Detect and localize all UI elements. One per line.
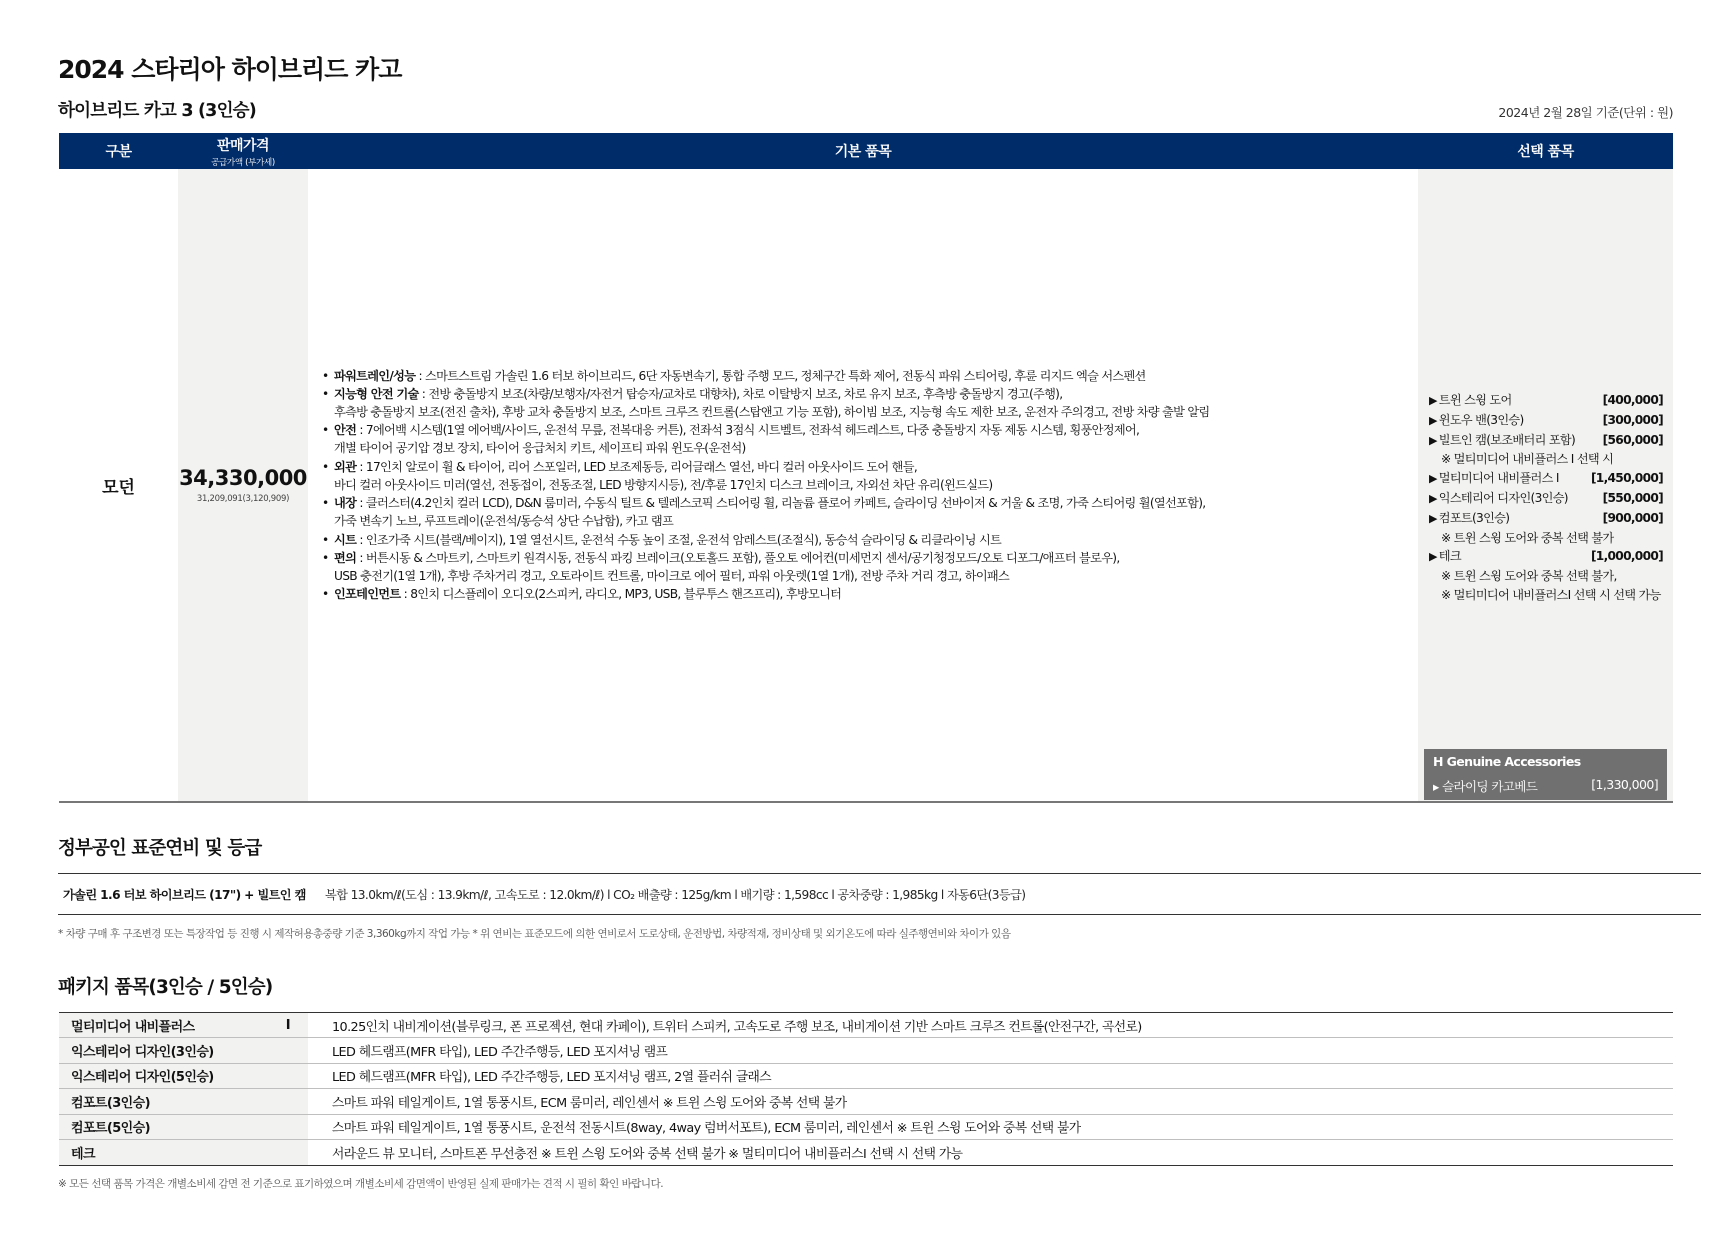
basic-item-category: 지능형 안전 기술 xyxy=(334,386,419,401)
table-row xyxy=(59,1013,1673,1038)
option-name: 컴포트(3인승) xyxy=(1438,510,1510,525)
package-name-text: 익스테리어 디자인(3인승) xyxy=(71,1045,214,1061)
option-item xyxy=(1429,489,1663,509)
header-options: 선택 품목 xyxy=(1517,144,1574,160)
triangle-right-icon: ▶ xyxy=(1429,394,1437,407)
basic-item-category: 파워트레인/성능 xyxy=(334,368,416,383)
option-name: 윈도우 밴(3인승) xyxy=(1438,412,1524,427)
package-desc: LED 헤드램프(MFR 타입), LED 주간주행등, LED 포지셔닝 램프, 2열 플러쉬 글래스 xyxy=(332,1070,771,1086)
package-desc: 10.25인치 내비게이션(블루링크, 폰 프로젝션, 현대 카페이), 트위터 스피커, 고속도로 주행 보조, 내비게이션 기반 스마트 크루즈 컨트롤(안전구간, 곡선로) xyxy=(332,1019,1142,1035)
table-row xyxy=(59,1038,1673,1063)
options-cell xyxy=(1418,169,1673,801)
package-name-text: 컴포트(5인승) xyxy=(71,1121,150,1137)
option-item xyxy=(1429,469,1663,489)
package-desc: 스마트 파워 테일게이트, 1열 통풍시트, 운전석 전동시트(8way, 4way 럼버서포트), ECM 룸미러, 레인센서 ※ 트윈 스윙 도어와 중복 선택 불가 xyxy=(332,1121,1081,1137)
option-name: 트윈 스윙 도어 xyxy=(1438,393,1512,407)
list-item xyxy=(322,549,1210,585)
triangle-right-icon: ▶ xyxy=(1429,472,1437,486)
package-name-text: 익스테리어 디자인(5인승) xyxy=(71,1070,214,1086)
table-row xyxy=(59,1140,1673,1165)
date-unit-note: 2024년 2월 28일 기준(단위 : 원) xyxy=(1498,105,1673,120)
basic-item-line: • 지능형 안전 기술 : 전방 충돌방지 보조(차량/보행자/자전거 탑승자/교차로 대향차), 차로 이탈방지 보조, 차로 유지 보조, 후측방 충돌방지 경고(주행), xyxy=(334,386,1063,401)
fuel-detail: 복합 13.0km/ℓ(도심 : 13.9km/ℓ, 고속도로 : 12.0km/ℓ) l CO₂ 배출량 : 125g/km l 배기량 : 1,598cc l 공차중량 : 1,985kg l 자동6단(3등급) xyxy=(325,887,1026,902)
option-item xyxy=(1429,411,1663,431)
basic-item-category: 안전 xyxy=(334,423,357,438)
price-table xyxy=(59,133,1673,803)
option-name: 멀티미디어 내비플러스 I xyxy=(1438,471,1559,486)
package-name-suffix: I xyxy=(285,1017,290,1033)
package-name xyxy=(59,1089,308,1113)
trim-name: 모던 xyxy=(102,477,135,498)
list-item xyxy=(322,494,1210,530)
list-item xyxy=(322,367,1210,385)
fuel-section-title: 정부공인 표준연비 및 등급 xyxy=(58,838,262,859)
basic-item-line: • 편의 : 버튼시동 & 스마트키, 스마트키 원격시동, 전동식 파킹 브레이크(오토홀드 포함), 풀오토 에어컨(미세먼지 센서/공기청정모드/오토 디포그/애프터 블로우), xyxy=(334,550,1120,565)
option-price: [300,000] xyxy=(1602,412,1663,427)
basic-item-category: 외관 xyxy=(334,459,357,474)
option-name: 빌트인 캠(보조배터리 포함) xyxy=(1438,432,1576,447)
header-trim: 구분 xyxy=(105,144,132,160)
basic-item-line: • 파워트레인/성능 : 스마트스트림 가솔린 1.6 터보 하이브리드, 6단 자동변속기, 통합 주행 모드, 정체구간 특화 제어, 전동식 파워 스티어링, 후륜 리지드 엑슬 서스펜션 xyxy=(334,368,1146,383)
basic-item-line: 개별 타이어 공기압 경보 장치, 타이어 응급처치 키트, 세이프티 파워 윈도우(운전석) xyxy=(334,441,746,456)
basic-item-line: 바디 컬러 아웃사이드 미러(열선, 전동접이, 전동조절, LED 방향지시등), 전/후륜 17인치 디스크 브레이크, 자외선 차단 유리(윈드실드) xyxy=(334,477,993,492)
option-price: [1,450,000] xyxy=(1590,471,1663,486)
fuel-model: 가솔린 1.6 터보 하이브리드 (17") + 빌트인 캠 xyxy=(63,887,306,902)
package-table xyxy=(59,1012,1673,1166)
list-item xyxy=(322,421,1210,457)
basic-item-line: • 내장 : 클러스터(4.2인치 컬러 LCD), D&N 룸미러, 수동식 틸트 & 텔레스코픽 스티어링 휠, 리놀륨 플로어 카페트, 슬라이딩 선바이저 & 거울 & 조명, 가죽 스티어링 휠(열선포함), xyxy=(334,496,1206,511)
option-note: ※ 멀티미디어 내비플러스 I 선택 시 xyxy=(1441,452,1614,467)
basic-item-line: • 외관 : 17인치 알로이 휠 & 타이어, 리어 스포일러, LED 보조제동등, 리어글래스 열선, 바디 컬러 아웃사이드 도어 핸들, xyxy=(334,459,918,474)
package-name xyxy=(59,1115,308,1139)
table-row xyxy=(59,1115,1673,1140)
basic-item-line: • 시트 : 인조가죽 시트(블랙/베이지), 1열 열선시트, 운전석 수동 높이 조절, 운전석 암레스트(조절식), 동승석 슬라이딩 & 리클라이닝 시트 xyxy=(334,532,1002,547)
basic-items-list xyxy=(322,367,1210,604)
table-row xyxy=(59,1064,1673,1089)
package-desc: 서라운드 뷰 모니터, 스마트폰 무선충전 ※ 트윈 스윙 도어와 중복 선택 불가 ※ 멀티미디어 내비플러스I 선택 시 선택 가능 xyxy=(332,1147,963,1163)
triangle-right-icon: ▶ xyxy=(1429,511,1437,525)
accessory-name: 슬라이딩 카고베드 xyxy=(1442,779,1538,794)
option-note: ※ 트윈 스윙 도어와 중복 선택 불가, xyxy=(1441,569,1617,584)
price-breakdown: 31,209,091(3,120,909) xyxy=(196,494,290,504)
model-subtitle: 하이브리드 카고 3 (3인승) xyxy=(58,101,256,121)
package-name xyxy=(59,1038,308,1062)
option-note: ※ 멀티미디어 내비플러스I 선택 시 선택 가능 xyxy=(1441,587,1661,602)
option-price: [1,000,000] xyxy=(1590,549,1663,564)
basic-item-category: 편의 xyxy=(334,550,357,565)
fuel-row xyxy=(58,873,1701,915)
accessory-price: [1,330,000] xyxy=(1591,777,1658,792)
basic-item-category: 내장 xyxy=(334,496,357,511)
header-price-sub: 공급가액 (부가세) xyxy=(211,157,275,168)
table-header xyxy=(59,133,1673,169)
package-desc: LED 헤드램프(MFR 타입), LED 주간주행등, LED 포지셔닝 램프 xyxy=(332,1045,668,1061)
price-value: 34,330,000 xyxy=(179,466,307,490)
package-name xyxy=(59,1013,308,1037)
list-item xyxy=(322,458,1210,494)
package-name-text: 멀티미디어 내비플러스 xyxy=(71,1019,195,1035)
package-name-text: 테크 xyxy=(71,1147,95,1163)
option-price: [900,000] xyxy=(1602,510,1663,525)
header-price: 판매가격 공급가액 (부가세) xyxy=(211,137,275,168)
basic-item-line: • 안전 : 7에어백 시스템(1열 에어백/사이드, 운전석 무릎, 전복대응 커튼), 전좌석 3점식 시트벨트, 전좌석 헤드레스트, 다중 충돌방지 자동 제동 시스템, 횡풍안정제어, xyxy=(334,423,1140,438)
triangle-right-icon: ▶ xyxy=(1429,491,1437,505)
table-row xyxy=(59,1089,1673,1114)
accessory-item xyxy=(1433,777,1658,795)
package-name xyxy=(59,1064,308,1088)
option-price: [560,000] xyxy=(1602,432,1663,447)
option-note: ※ 트윈 스윙 도어와 중복 선택 불가 xyxy=(1441,530,1614,545)
option-price: [550,000] xyxy=(1602,490,1663,505)
basic-item-line: 가죽 변속기 노브, 루프트레이(운전석/동승석 상단 수납함), 카고 램프 xyxy=(334,514,674,529)
triangle-right-icon: ▶ xyxy=(1429,550,1437,564)
accessories-box xyxy=(1424,749,1667,800)
basic-item-category: 인포테인먼트 xyxy=(334,587,401,602)
option-item xyxy=(1429,547,1663,567)
basic-item-category: 시트 xyxy=(334,532,357,547)
option-item xyxy=(1429,509,1663,529)
basic-items-cell xyxy=(308,169,1418,801)
table-row xyxy=(59,169,1673,803)
package-name xyxy=(59,1140,308,1165)
price-cell xyxy=(178,169,308,801)
option-name: 테크 xyxy=(1438,549,1461,564)
package-desc: 스마트 파워 테일게이트, 1열 통풍시트, ECM 룸미러, 레인센서 ※ 트윈 스윙 도어와 중복 선택 불가 xyxy=(332,1095,847,1111)
header-basic-items: 기본 품목 xyxy=(834,144,892,160)
option-name: 익스테리어 디자인(3인승) xyxy=(1438,490,1568,505)
list-item xyxy=(322,385,1210,421)
options-list xyxy=(1429,391,1663,605)
triangle-right-icon: ▶ xyxy=(1429,413,1437,427)
footnote: ※ 모든 선택 품목 가격은 개별소비세 감면 전 기준으로 표기하였으며 개별소비세 감면액이 반영된 실제 판매가는 견적 시 필히 확인 바랍니다. xyxy=(58,1178,664,1190)
page-title: 2024 스타리아 하이브리드 카고 xyxy=(58,55,402,84)
basic-item-line: 후측방 충돌방지 보조(전진 출차), 후방 교차 충돌방지 보조, 스마트 크루즈 컨트롤(스탑앤고 기능 포함), 하이빔 보조, 지능형 속도 제한 보조, 운전자 주의경고, 전방 차량 출발 알림 xyxy=(334,405,1210,420)
accessories-title: H Genuine Accessories xyxy=(1433,754,1581,769)
triangle-right-icon: ▸ xyxy=(1433,779,1443,794)
package-section-title: 패키지 품목(3인승 / 5인승) xyxy=(58,977,273,998)
option-item xyxy=(1429,431,1663,451)
fuel-note: * 차량 구매 후 구조변경 또는 특장작업 등 진행 시 제작허용총중량 기준 3,360kg까지 작업 가능 * 위 연비는 표준모드에 의한 연비로서 도로상태, 운전방법, 차량적재, 정비상태 및 외기온도에 따라 실주행연비와 차이가 있음 xyxy=(58,928,1011,940)
basic-item-line: • 인포테인먼트 : 8인치 디스플레이 오디오(2스피커, 라디오, MP3, USB, 블루투스 핸즈프리), 후방모니터 xyxy=(334,587,842,602)
triangle-right-icon: ▶ xyxy=(1429,433,1437,447)
option-item xyxy=(1429,391,1663,411)
basic-item-line: USB 충전기(1열 1개), 후방 주차거리 경고, 오토라이트 컨트롤, 마이크로 에어 필터, 파워 아웃렛(1열 1개), 전방 주차 거리 경고, 하이패스 xyxy=(334,568,1010,583)
package-name-text: 컴포트(3인승) xyxy=(71,1095,150,1111)
option-price: [400,000] xyxy=(1602,393,1663,407)
list-item xyxy=(322,531,1210,549)
list-item xyxy=(322,585,1210,603)
